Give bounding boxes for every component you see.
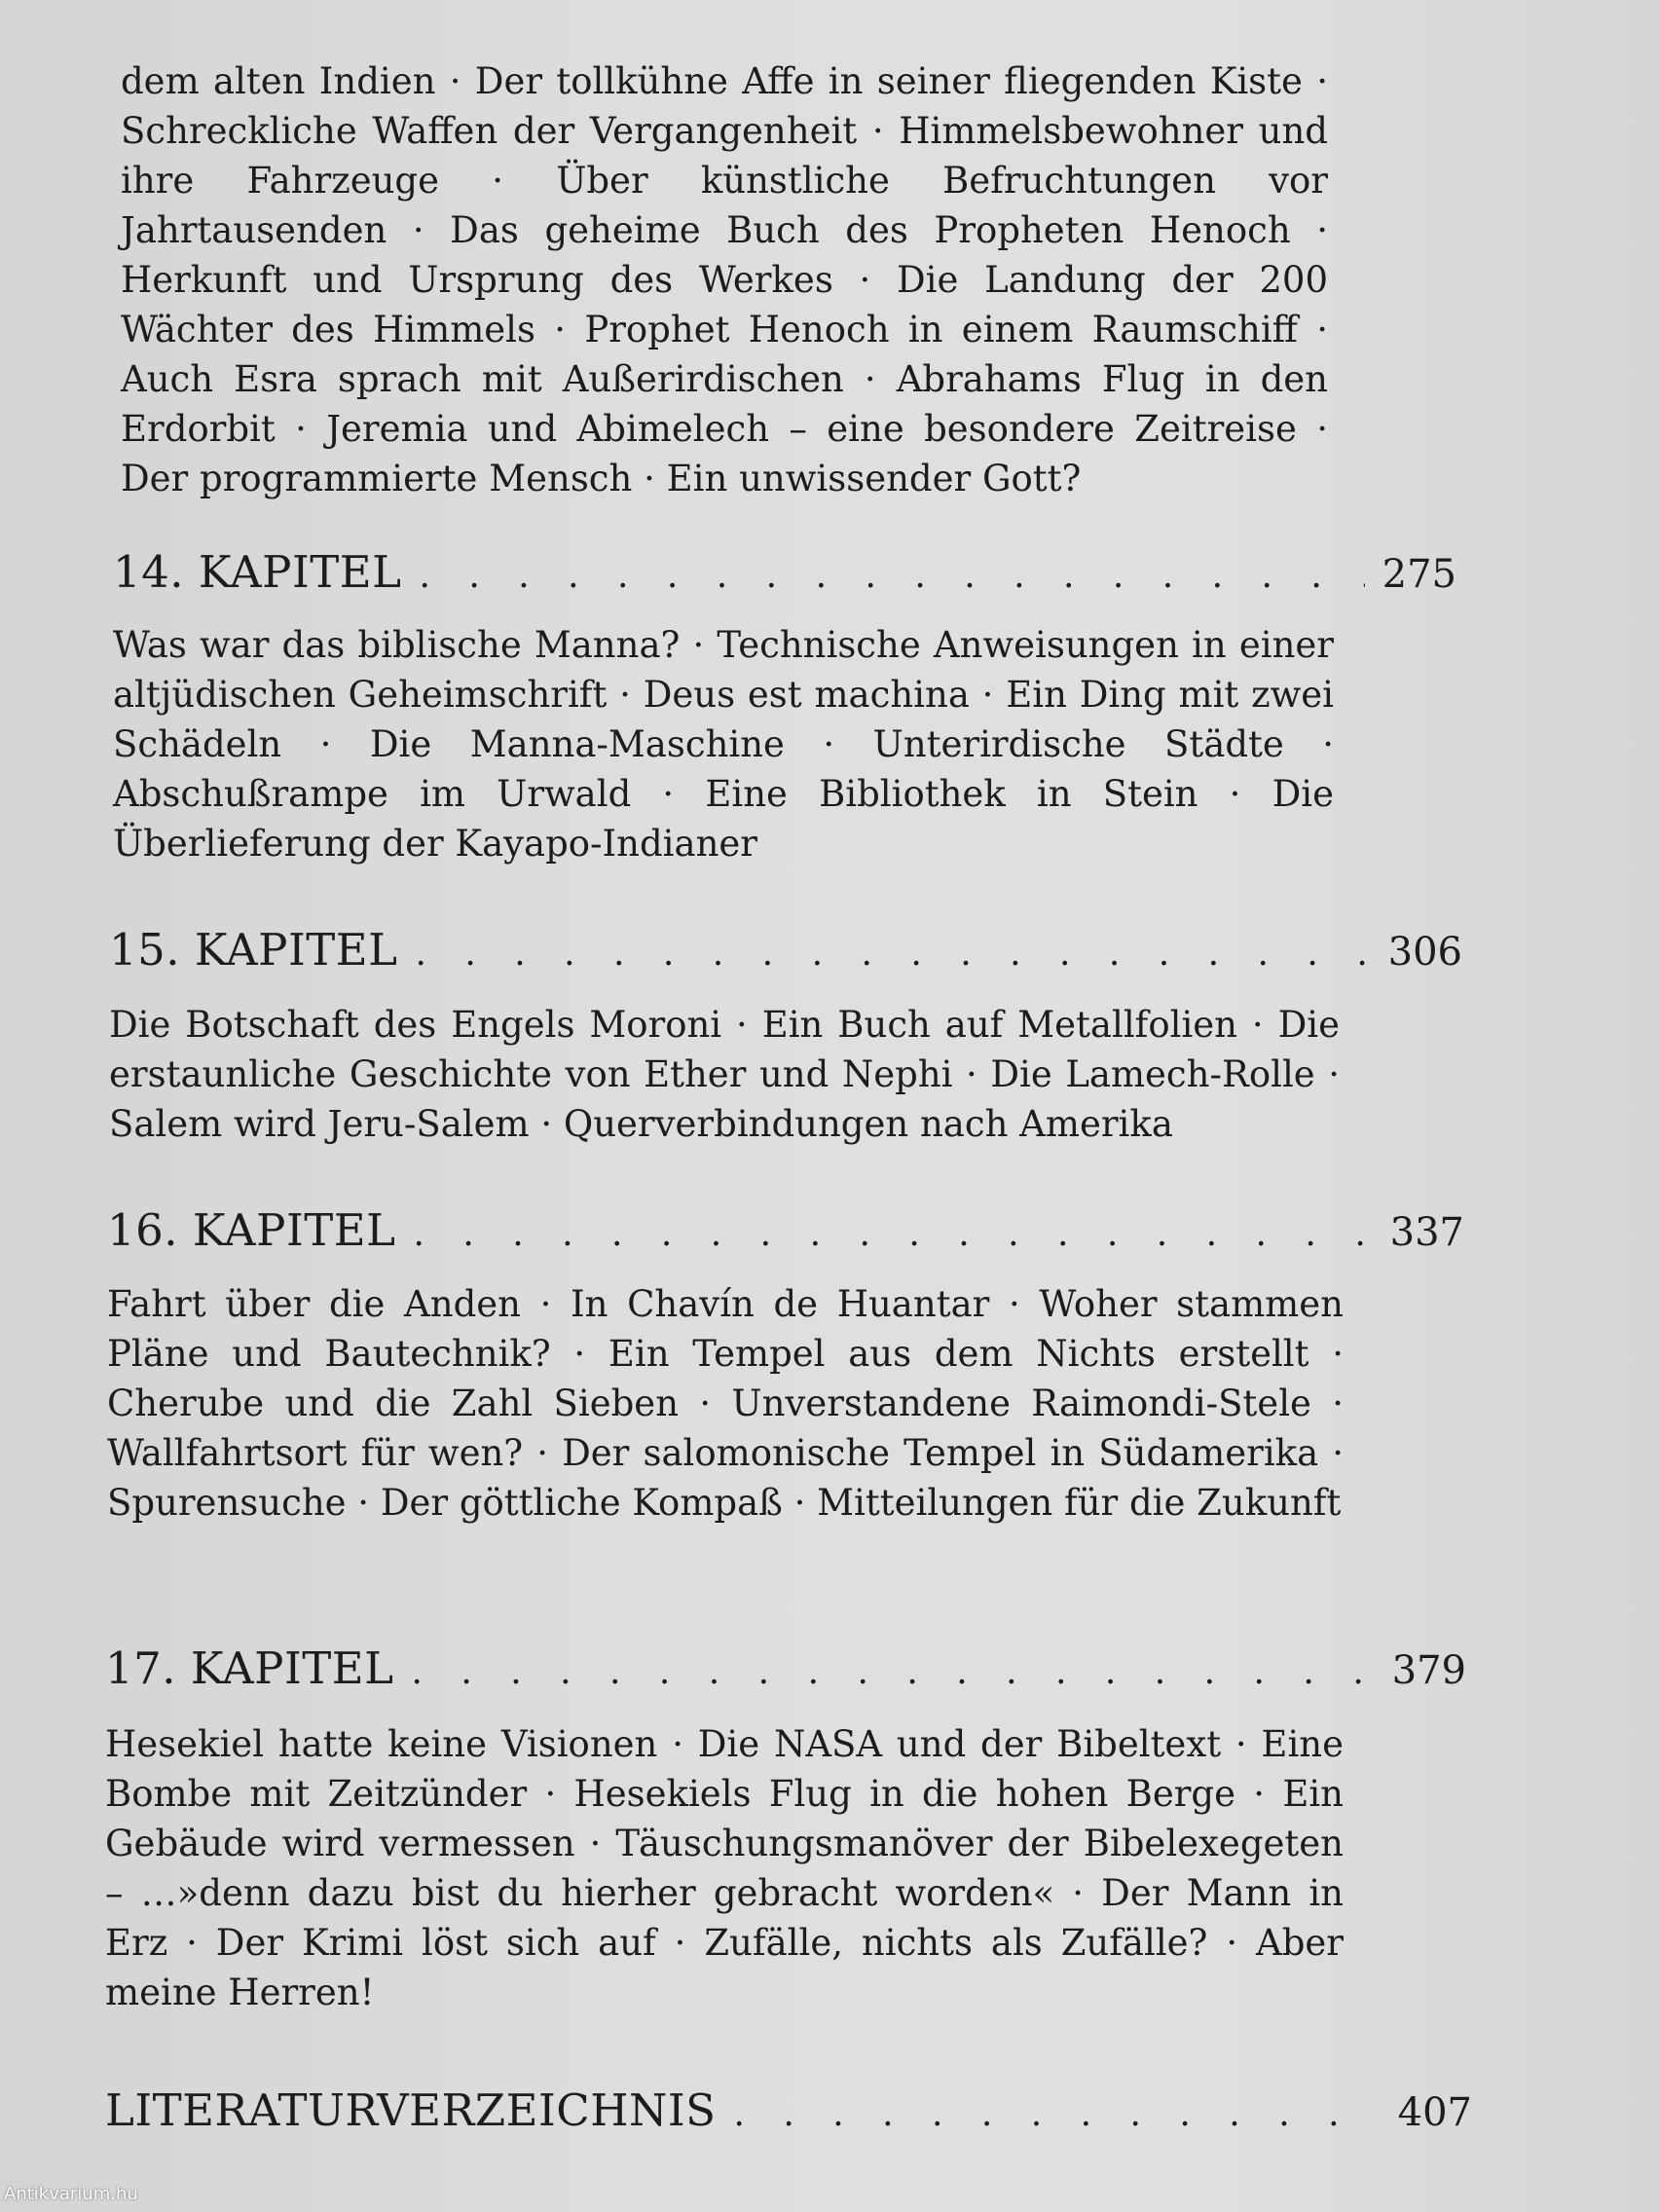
chapter-14-summary: Was war das biblische Manna? · Technische Anweisungen in einer altjüdischen Geheimschrift · Deus est machina · Ein Ding mit zwei Schädeln · Die Manna-Maschine · Unterirdische Städte · Abschußrampe im Urwald · Eine Bibliothek in Stein · Die Überlieferung der Kayapo-Indianer [113, 624, 1334, 865]
chapter-17-summary: Hesekiel hatte keine Visionen · Die NASA und der Bibeltext · Eine Bombe mit Zeitzünder · Hesekiels Flug in die hohen Berge · Ein Gebäude wird vermessen · Täuschungsmanöver der Bibelexegeten – …»denn dazu bist du hierher gebracht worden« · Der Mann in Erz · Der Krimi löst sich auf · Zufälle, nichts als Zufälle? · Aber meine Herren! [105, 1723, 1344, 2013]
leader-dots [413, 1207, 1372, 1262]
bibliography-title: LITERATURVERZEICHNIS [105, 2084, 717, 2136]
chapter-title: 17. KAPITEL [105, 1642, 394, 1694]
chapter-title: 14. KAPITEL [113, 546, 402, 598]
page-number: 379 [1391, 1648, 1466, 1693]
leader-dots [415, 927, 1370, 981]
page-number: 306 [1387, 930, 1462, 975]
toc-entry-chapter-17[interactable] [105, 1641, 1466, 1700]
page-number: 275 [1382, 552, 1456, 597]
leader-dots [419, 549, 1364, 604]
toc-entry-bibliography[interactable] [105, 2083, 1472, 2142]
toc-entry-chapter-15[interactable] [109, 923, 1462, 981]
page-number: 407 [1397, 2090, 1472, 2135]
chapter-15-summary: Die Botschaft des Engels Moroni · Ein Buch auf Metallfolien · Die erstaunliche Geschichte von Ether und Nephi · Die Lamech-Rolle · Salem wird Jeru-Salem · Querverbindungen nach Amerika [109, 1004, 1340, 1145]
leader-dots [411, 1645, 1374, 1700]
watermark: Antikvarium.hu [4, 2184, 138, 2204]
chapter-13-summary-continued: dem alten Indien · Der tollkühne Affe in seiner fliegenden Kiste · Schreckliche Waffen der Vergangenheit · Himmelsbewohner und ihre Fahrzeuge · Über künstliche Befruchtungen vor Jahrtausenden · Das geheime Buch des Propheten Henoch · Herkunft und Ursprung des Werkes · Die Landung der 200 Wächter des Himmels · Prophet Henoch in einem Raumschiff · Auch Esra sprach mit Außerirdischen · Abrahams Flug in den Erdorbit · Jeremia und Abimelech – eine besondere Zeitreise · Der programmierte Mensch · Ein unwissender Gott? [121, 60, 1328, 499]
page-number: 337 [1389, 1210, 1464, 1255]
chapter-title: 16. KAPITEL [107, 1204, 396, 1256]
chapter-title: 15. KAPITEL [109, 924, 398, 976]
toc-entry-chapter-16[interactable] [107, 1203, 1464, 1262]
toc-entry-chapter-14[interactable] [113, 545, 1456, 604]
leader-dots [733, 2087, 1380, 2142]
chapter-16-summary: Fahrt über die Anden · In Chavín de Huantar · Woher stammen Pläne und Bautechnik? · Ein Tempel aus dem Nichts erstellt · Cherube und die Zahl Sieben · Unverstandene Raimondi-Stele · Wallfahrtsort für wen? · Der salomonische Tempel in Südamerika · Spurensuche · Der göttliche Kompaß · Mitteilungen für die Zukunft [107, 1283, 1344, 1524]
